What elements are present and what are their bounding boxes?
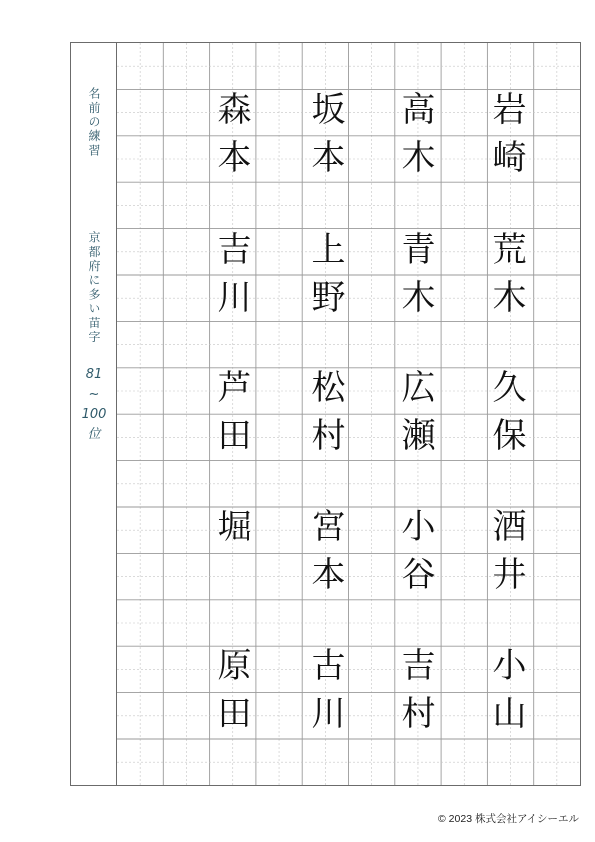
practice-name: 坂本 (305, 91, 345, 187)
rank-unit: 位 (87, 427, 101, 442)
rank-start: 81 (85, 367, 103, 382)
practice-name: 森本 (211, 91, 251, 187)
practice-name: 荒木 (486, 231, 526, 327)
practice-name: 上野 (305, 231, 345, 327)
practice-name: 高木 (395, 91, 435, 187)
practice-name: 吉川 (211, 231, 251, 327)
practice-name: 芦田 (211, 369, 251, 465)
side-label-column (71, 43, 117, 785)
practice-name: 堀 (211, 508, 251, 556)
practice-name: 古川 (305, 647, 345, 743)
practice-name: 吉村 (395, 647, 435, 743)
practice-name: 小山 (486, 647, 526, 743)
practice-name: 松村 (305, 369, 345, 465)
practice-sheet (70, 42, 581, 786)
sheet-subtitle: 京都府に多い苗字 (87, 231, 101, 345)
practice-name: 青木 (395, 231, 435, 327)
practice-name: 宮本 (305, 508, 345, 604)
practice-name: 酒井 (486, 508, 526, 604)
practice-name: 原田 (211, 647, 251, 743)
practice-name: 岩崎 (486, 91, 526, 187)
rank-range (73, 365, 115, 445)
rank-end: 100 (81, 407, 107, 422)
practice-name: 小谷 (395, 508, 435, 604)
copyright-notice: © 2023 株式会社アイシーエル (438, 813, 579, 825)
rank-tilde: ~ (88, 387, 100, 402)
sheet-title: 名前の練習 (87, 87, 101, 158)
practice-name: 久保 (486, 369, 526, 465)
practice-name: 広瀬 (395, 369, 435, 465)
writing-grid (117, 43, 580, 785)
